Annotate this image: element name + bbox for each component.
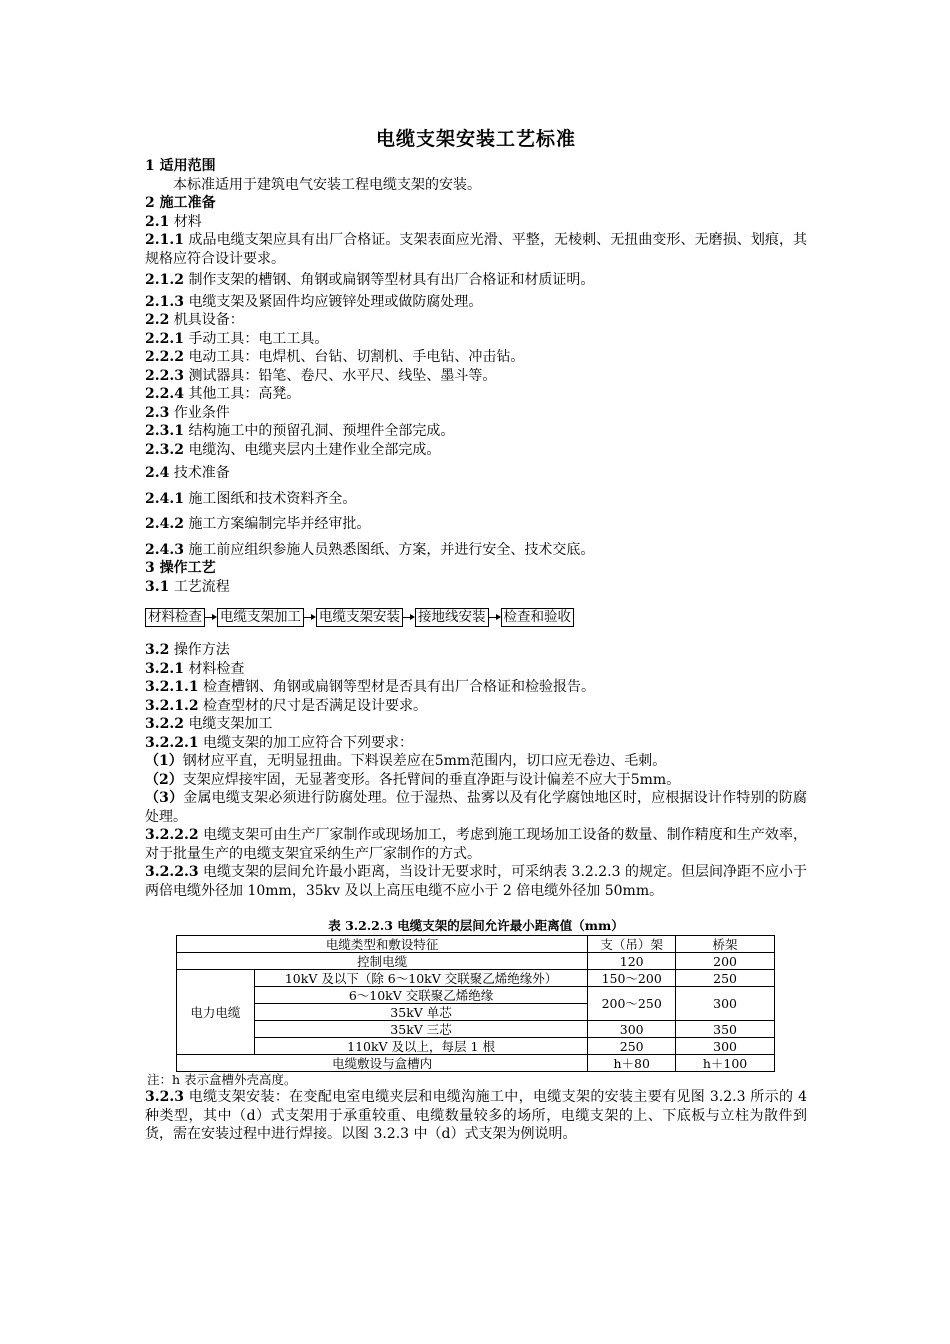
table-header-row xyxy=(177,936,775,953)
table-cell: 120 xyxy=(588,953,676,970)
flow-step-bracket-processing: 电缆支架加工 xyxy=(217,608,304,627)
clause-2-3: 2.3 作业条件 xyxy=(145,404,230,421)
table-caption: 表 3.2.2.3 电缆支架的层间允许最小距离值（mm） xyxy=(328,918,624,933)
table-cell: 300 xyxy=(676,987,775,1021)
table-cell: 200 xyxy=(676,953,775,970)
table-cell: 250 xyxy=(588,1038,676,1055)
table-row xyxy=(177,970,775,987)
clause-2-2-2: 2.2.2 电动工具：电焊机、台钻、切割机、手电钻、冲击钻。 xyxy=(145,349,525,365)
clause-3-2-1: 3.2.1 材料检查 xyxy=(145,660,245,677)
arrow-right-icon xyxy=(304,613,316,622)
list-item-3: （3）金属电缆支架必须进行防腐处理。位于湿热、盐雾以及有化学腐蚀地区时，应根据设计作特别的防腐处理。 xyxy=(145,790,807,825)
table-header-cell: 桥架 xyxy=(676,936,775,953)
table-row xyxy=(177,1021,775,1038)
clause-2-2-4: 2.2.4 其他工具：高凳。 xyxy=(145,386,301,402)
table-cell: 110kV 及以上，每层 1 根 xyxy=(254,1038,587,1055)
arrow-right-icon xyxy=(205,613,217,622)
flow-step-inspection-acceptance: 检查和验收 xyxy=(501,608,575,627)
clause-3-2-2-1: 3.2.2.1 电缆支架的加工应符合下列要求： xyxy=(145,734,414,751)
section-1-text: 本标准适用于建筑电气安装工程电缆支架的安装。 xyxy=(173,176,481,193)
clause-2-3-2: 2.3.2 电缆沟、电缆夹层内土建作业全部完成。 xyxy=(145,441,441,458)
arrow-right-icon xyxy=(489,613,501,622)
clause-2-1: 2.1 材料 xyxy=(145,213,202,230)
clause-2-3-1: 2.3.1 结构施工中的预留孔洞、预埋件全部完成。 xyxy=(145,423,455,439)
spacing-table xyxy=(176,935,775,1072)
arrow-right-icon xyxy=(403,613,415,622)
section-1-heading: 1 适用范围 xyxy=(145,158,216,174)
table-cell: 200～250 xyxy=(588,987,676,1021)
clause-3-2-2-2: 3.2.2.2 电缆支架可由生产厂家制作或现场加工，考虑到施工现场加工设备的数量、制作精度和生产效率，对于批量生产的电缆支架宜采纳生产厂家制作的方式。 xyxy=(145,827,807,862)
table-cell: 控制电缆 xyxy=(177,953,588,970)
clause-2-4-1: 2.4.1 施工图纸和技术资料齐全。 xyxy=(145,490,357,507)
table-header-cell: 电缆类型和敷设特征 xyxy=(177,936,588,953)
table-cell: h＋100 xyxy=(676,1055,775,1072)
flow-step-material-check: 材料检查 xyxy=(145,608,205,627)
flow-step-ground-wire-installation: 接地线安装 xyxy=(415,608,489,627)
process-flow-diagram xyxy=(145,608,807,627)
document-title: 电缆支架安装工艺标准 xyxy=(375,128,576,150)
table-row xyxy=(177,1055,775,1072)
document-page xyxy=(145,124,807,1144)
table-cell: 250 xyxy=(676,970,775,987)
list-item-2: （2）支架应焊接牢固，无显著变形。各托臂间的垂直净距与设计偏差不应大于5mm。 xyxy=(145,771,681,788)
clause-2-1-1: 2.1.1 成品电缆支架应具有出厂合格证。支架表面应光滑、平整，无棱刺、无扭曲变形、无磨损、划痕，其规格应符合设计要求。 xyxy=(145,232,808,267)
list-item-1: （1）钢材应平直，无明显扭曲。下料误差应在5mm范围内，切口应无卷边、毛刺。 xyxy=(145,753,667,769)
table-cell: 6～10kV 交联聚乙烯绝缘 xyxy=(254,987,587,1004)
table-cell: 10kV 及以下（除 6～10kV 交联聚乙烯绝缘外） xyxy=(254,970,587,987)
section-3-heading: 3 操作工艺 xyxy=(145,560,216,576)
clause-2-2-3: 2.2.3 测试器具：铅笔、卷尺、水平尺、线坠、墨斗等。 xyxy=(145,367,497,384)
table-cell: h＋80 xyxy=(588,1055,676,1072)
flow-step-bracket-installation: 电缆支架安装 xyxy=(316,608,403,627)
clause-3-2-3: 3.2.3 电缆支架安装：在变配电室电缆夹层和电缆沟施工中，电缆支架的安装主要有见图 3.2.3 所示的 4 种类型，其中（d）式支架用于承重较重、电缆数量较多的场所，电缆支架的上、下底板与立柱为散件到货，需在安装过程中进行焊接。以图 3.2.3 中（d）式支架为例说明。 xyxy=(145,1089,807,1142)
table-cell: 35kV 单芯 xyxy=(254,1004,587,1021)
table-cell: 350 xyxy=(676,1021,775,1038)
table-note: 注：h 表示盒槽外壳高度。 xyxy=(147,1072,297,1087)
clause-2-4-2: 2.4.2 施工方案编制完毕并经审批。 xyxy=(145,516,371,532)
table-row xyxy=(177,953,775,970)
clause-3-2: 3.2 操作方法 xyxy=(145,642,230,658)
clause-2-2-1: 2.2.1 手动工具：电工工具。 xyxy=(145,330,329,347)
clause-3-2-1-1: 3.2.1.1 检查槽钢、角钢或扁钢等型材是否具有出厂合格证和检验报告。 xyxy=(145,679,596,695)
table-header-cell: 支（吊）架 xyxy=(588,936,676,953)
clause-3-1: 3.1 工艺流程 xyxy=(145,578,230,595)
table-cell-power-cable: 电力电缆 xyxy=(177,970,255,1055)
table-cell: 300 xyxy=(676,1038,775,1055)
table-cell: 300 xyxy=(588,1021,676,1038)
clause-3-2-2-3: 3.2.2.3 电缆支架的层间允许最小距离，当设计无要求时，可采纳表 3.2.2.3 的规定。但层间净距不应小于两倍电缆外径加 10mm，35kv 及以上高压电缆不应小于 2 倍电缆外径加 50mm。 xyxy=(145,864,807,899)
clause-2-1-2: 2.1.2 制作支架的槽钢、角钢或扁钢等型材具有出厂合格证和材质证明。 xyxy=(145,272,595,288)
clause-2-4-3: 2.4.3 施工前应组织参施人员熟悉图纸、方案，并进行安全、技术交底。 xyxy=(145,541,595,558)
table-cell: 电缆敷设与盒槽内 xyxy=(177,1055,588,1072)
section-2-heading: 2 施工准备 xyxy=(145,195,216,211)
table-row xyxy=(177,987,775,1004)
clause-2-2: 2.2 机具设备： xyxy=(145,312,244,328)
table-cell: 35kV 三芯 xyxy=(254,1021,587,1038)
table-row xyxy=(177,1038,775,1055)
table-cell: 150～200 xyxy=(588,970,676,987)
clause-2-4: 2.4 技术准备 xyxy=(145,465,230,481)
clause-3-2-2: 3.2.2 电缆支架加工 xyxy=(145,716,273,732)
clause-3-2-1-2: 3.2.1.2 检查型材的尺寸是否满足设计要求。 xyxy=(145,697,428,714)
clause-2-1-3: 2.1.3 电缆支架及紧固件均应镀锌处理或做防腐处理。 xyxy=(145,293,483,310)
